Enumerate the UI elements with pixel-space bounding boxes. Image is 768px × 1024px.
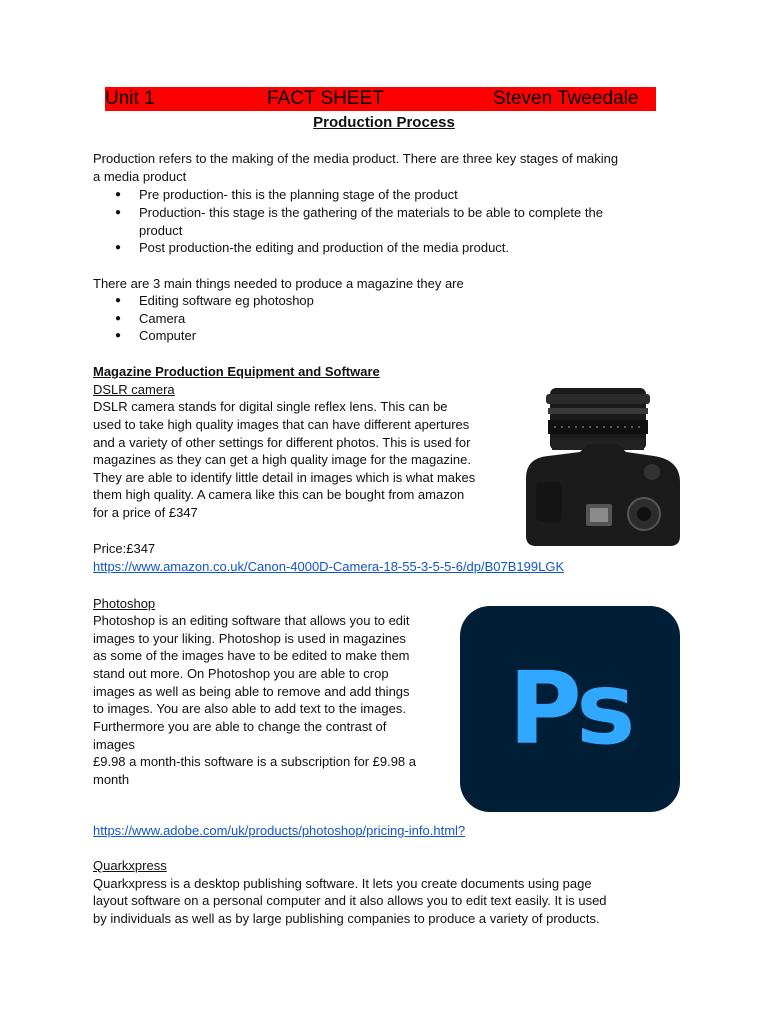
photoshop-logo-text: Ps	[508, 650, 632, 767]
dslr-text-line: magazines as they can get a high quality image for the magazine.	[93, 452, 471, 467]
intro-line-2: a media product	[93, 169, 187, 184]
dslr-text-line: used to take high quality images that can have different apertures	[93, 417, 470, 432]
dslr-text-line: DSLR camera stands for digital single reflex lens. This can be	[93, 399, 448, 414]
dslr-text-line: them high quality. A camera like this can be bought from amazon	[93, 487, 465, 502]
dslr-text-line: for a price of £347	[93, 505, 198, 520]
adobe-link[interactable]: https://www.adobe.com/uk/products/photoshop/pricing-info.html?	[93, 823, 466, 838]
dslr-text-line: and a variety of other settings for different photos. This is used for	[93, 435, 471, 450]
author-name: Steven Tweedale	[493, 88, 639, 109]
photoshop-text-line: images as well as being able to remove and add things	[93, 684, 410, 699]
intro-line-1: Production refers to the making of the media product. There are three key stages of making	[93, 151, 619, 166]
dslr-heading: DSLR camera	[93, 382, 175, 397]
sheet-title: FACT SHEET	[267, 88, 384, 109]
bullet-icon: ●	[115, 330, 122, 341]
quark-text-line: by individuals as well as by large publishing companies to produce a variety of products.	[93, 911, 600, 926]
photoshop-text-line: £9.98 a month-this software is a subscription for £9.98 a	[93, 754, 417, 769]
photoshop-text-line: to images. You are also able to add text to the images.	[93, 701, 406, 716]
list-item-text: Production- this stage is the gathering of the materials to be able to complete the	[139, 205, 603, 220]
photoshop-text-line: stand out more. On Photoshop you are able to crop	[93, 666, 389, 681]
needs-intro: There are 3 main things needed to produce a magazine they are	[93, 276, 464, 291]
bullet-icon: ●	[115, 242, 122, 253]
list-item-text: Post production-the editing and production of the media product.	[139, 240, 510, 255]
equipment-heading: Magazine Production Equipment and Software	[93, 364, 380, 379]
unit-label: Unit 1	[105, 88, 155, 109]
photoshop-text-line: month	[93, 772, 130, 787]
dslr-camera-image	[522, 386, 684, 548]
bullet-icon: ●	[115, 295, 122, 306]
amazon-link[interactable]: https://www.amazon.co.uk/Canon-4000D-Camera-18-55-3-5-5-6/dp/B07B199LGK	[93, 559, 565, 574]
header-banner	[105, 87, 656, 111]
list-item-text: Pre production- this is the planning stage of the product	[139, 187, 458, 202]
camera-icon	[522, 386, 684, 548]
quark-heading: Quarkxpress	[93, 858, 167, 873]
photoshop-text-line: as some of the images have to be edited to make them	[93, 648, 410, 663]
photoshop-heading: Photoshop	[93, 596, 156, 611]
photoshop-text-line: images to your liking. Photoshop is used in magazines	[93, 631, 406, 646]
list-item-text: Editing software eg photoshop	[139, 293, 314, 308]
photoshop-text-line: images	[93, 737, 135, 752]
dslr-price: Price:£347	[93, 541, 156, 556]
dslr-text-line: They are able to identify little detail in images which is what makes	[93, 470, 476, 485]
page-subtitle: Production Process	[313, 114, 455, 131]
list-item-text: Camera	[139, 311, 186, 326]
list-item-text: Computer	[139, 328, 197, 343]
bullet-icon: ●	[115, 189, 122, 200]
list-item-text: product	[139, 222, 183, 238]
bullet-icon: ●	[115, 207, 122, 218]
photoshop-text-line: Furthermore you are able to change the contrast of	[93, 719, 387, 734]
photoshop-logo	[460, 606, 680, 812]
bullet-icon: ●	[115, 313, 122, 324]
quark-text-line: Quarkxpress is a desktop publishing software. It lets you create documents using page	[93, 876, 592, 891]
quark-text-line: layout software on a personal computer and it also allows you to edit text easily. It is used	[93, 893, 607, 908]
photoshop-text-line: Photoshop is an editing software that allows you to edit	[93, 613, 410, 628]
